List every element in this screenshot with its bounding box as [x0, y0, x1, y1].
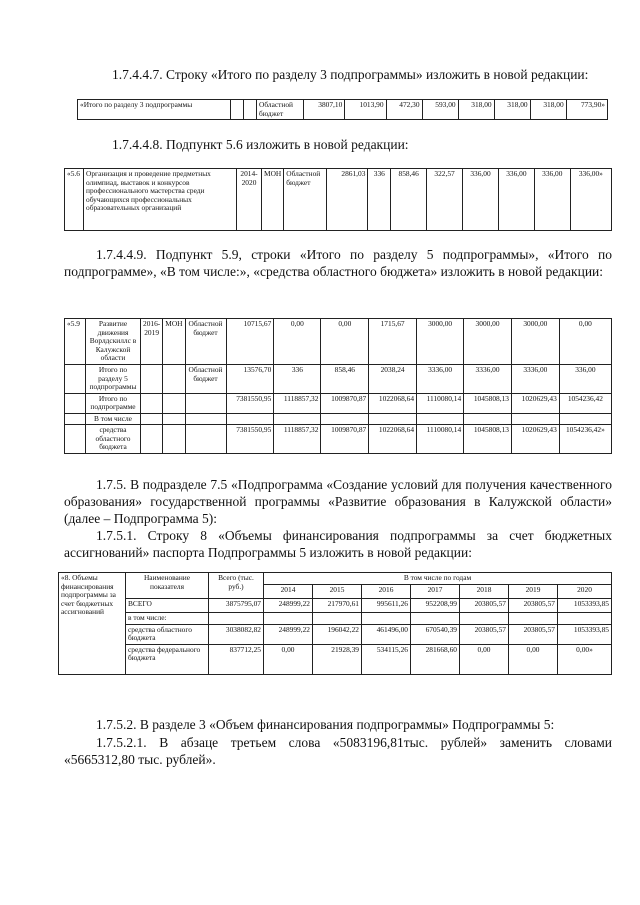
source-cell: Областной бюджет: [257, 100, 304, 120]
value-cell: 10715,67: [226, 319, 274, 365]
value-cell: 336,00: [463, 169, 499, 231]
row-name: ВСЕГО: [126, 599, 209, 613]
year-header: 2016: [362, 585, 411, 599]
paragraph-1-7-4-4-8: 1.7.4.4.8. Подпункт 5.6 изложить в новой редакции:: [112, 137, 409, 152]
empty-cell: [65, 393, 86, 413]
value-cell: 0,00: [321, 319, 369, 365]
item-period: 2016-2019: [141, 319, 163, 365]
value-cell: 3000,00: [511, 319, 559, 365]
value-cell: 318,00: [458, 100, 494, 120]
empty-cell: [141, 413, 163, 425]
value-cell: 248999,22: [264, 624, 313, 644]
value-cell: 248999,22: [264, 599, 313, 613]
item-number: «5.6: [65, 169, 84, 231]
table-item-5-9: [64, 318, 612, 454]
value-cell: 318,00: [494, 100, 530, 120]
paragraph-1-7-4-4-7: 1.7.4.4.7. Строку «Итого по разделу 3 подпрограммы» изложить в новой редакции:: [112, 67, 589, 82]
item-executor: МОН: [163, 319, 185, 365]
value-cell: 7381550,95: [226, 393, 274, 413]
paragraph-1-7-4-4-9: 1.7.4.4.9. Подпункт 5.9, строки «Итого по разделу 5 подпрограммы», «Итого по подпрограмме», «В том числе:», «средства областного бюджета» изложить в новой редакции:: [64, 247, 612, 279]
year-header: 2019: [509, 585, 558, 599]
value-cell: 203805,57: [509, 599, 558, 613]
year-header: 2014: [264, 585, 313, 599]
row-name: в том числе:: [126, 613, 209, 625]
table-row: [59, 644, 612, 674]
value-cell: 318,00: [530, 100, 566, 120]
total-cell: 837712,25: [209, 644, 264, 674]
row-label: «8. Объемы финансирования подпрограммы за счет бюджетных ассигнований: [59, 573, 126, 675]
value-cell: 593,00: [422, 100, 458, 120]
paragraph-1-7-5: 1.7.5. В подразделе 7.5 «Подпрограмма «Создание условий для получения качественного образования» государственной программы «Развитие образования в Калужской области» (далее – Подпрограмма 5):: [64, 477, 612, 526]
empty-cell: [274, 413, 321, 425]
value-cell: 2861,03: [327, 169, 368, 231]
table-row: [59, 624, 612, 644]
col-total-header: Всего (тыс. руб.): [209, 573, 264, 599]
value-cell: 1013,90: [345, 100, 386, 120]
item-number: «5.9: [65, 319, 86, 365]
empty-cell: [163, 413, 185, 425]
empty-cell: [141, 425, 163, 454]
empty-cell: [369, 413, 417, 425]
value-cell: 196042,22: [313, 624, 362, 644]
paragraph-1-7-5-2: 1.7.5.2. В разделе 3 «Объем финансирования подпрограммы» Подпрограммы 5:: [96, 717, 555, 732]
item-executor: МОН: [262, 169, 284, 231]
value-cell: 336,00»: [570, 169, 611, 231]
empty-cell: [559, 413, 611, 425]
total-cell: 3038082,82: [209, 624, 264, 644]
value-cell: 0,00: [559, 319, 611, 365]
value-cell: 1715,67: [369, 319, 417, 365]
value-cell: 3336,00: [417, 365, 464, 394]
empty-cell: [163, 425, 185, 454]
value-cell: 1020629,43: [511, 393, 559, 413]
value-cell: 1020629,43: [511, 425, 559, 454]
empty-cell: [231, 100, 244, 120]
value-cell: 1045808,13: [464, 393, 512, 413]
value-cell: 472,30: [386, 100, 422, 120]
value-cell: 336: [368, 169, 391, 231]
value-cell: 952208,99: [411, 599, 460, 613]
table-item-5-6: [64, 168, 612, 231]
empty-cell: [313, 613, 362, 625]
value-cell: 995611,26: [362, 599, 411, 613]
value-cell: 3807,10: [304, 100, 345, 120]
table-row: [65, 413, 612, 425]
value-cell: 281668,60: [411, 644, 460, 674]
year-header: 2020: [558, 585, 612, 599]
paragraph-1-7-5-2-1: 1.7.5.2.1. В абзаце третьем слова «5083196,81тыс. рублей» заменить словами «5665312,80 тыс. рублей».: [64, 735, 612, 767]
value-cell: 336,00: [498, 169, 534, 231]
empty-cell: [264, 613, 313, 625]
empty-cell: [460, 613, 509, 625]
value-cell: 217970,61: [313, 599, 362, 613]
value-cell: 336,00: [534, 169, 570, 231]
table-row: [78, 100, 608, 120]
empty-cell: [411, 613, 460, 625]
row-name: средства областного бюджета: [86, 425, 141, 454]
value-cell: 336: [274, 365, 321, 394]
value-cell: 1053393,85: [558, 599, 612, 613]
table-row: [59, 599, 612, 613]
table-row: [65, 319, 612, 365]
value-cell: 0,00: [509, 644, 558, 674]
empty-cell: [321, 413, 369, 425]
value-cell: 0,00: [264, 644, 313, 674]
value-cell: 2038,24: [369, 365, 417, 394]
item-source: Областной бюджет: [185, 319, 226, 365]
item-period: 2014-2020: [237, 169, 262, 231]
value-cell: 3336,00: [511, 365, 559, 394]
value-cell: 1110080,14: [417, 393, 464, 413]
table-header-row: [59, 573, 612, 585]
value-cell: 534115,26: [362, 644, 411, 674]
value-cell: 336,00: [559, 365, 611, 394]
value-cell: 3000,00: [417, 319, 464, 365]
col-name-header: Наименование показателя: [126, 573, 209, 599]
total-cell: 3875795,07: [209, 599, 264, 613]
value-cell: 0,00»: [558, 644, 612, 674]
empty-cell: [163, 365, 185, 394]
item-name: Организация и проведение предметных олимпиад, выставок и конкурсов профессионального мастерства среди обучающихся профессиональных образовательных организаций: [84, 169, 237, 231]
item-name: Развитие движения Ворлдскиллс в Калужской области: [86, 319, 141, 365]
value-cell: 0,00: [274, 319, 321, 365]
row-name: В том числе: [86, 413, 141, 425]
empty-cell: [558, 613, 612, 625]
value-cell: 203805,57: [460, 624, 509, 644]
empty-cell: [244, 100, 257, 120]
value-cell: 203805,57: [509, 624, 558, 644]
table-row: [65, 393, 612, 413]
value-cell: 858,46: [391, 169, 427, 231]
value-cell: 1022068,64: [369, 425, 417, 454]
value-cell: 3000,00: [464, 319, 512, 365]
empty-cell: [185, 393, 226, 413]
row-label: «Итого по разделу 3 подпрограммы: [78, 100, 231, 120]
year-header: 2015: [313, 585, 362, 599]
empty-cell: [417, 413, 464, 425]
table-row: [65, 425, 612, 454]
table-row: [65, 169, 612, 231]
value-cell: 1118857,32: [274, 393, 321, 413]
value-cell: 1054236,42»: [559, 425, 611, 454]
row-source: Областной бюджет: [185, 365, 226, 394]
value-cell: 1110080,14: [417, 425, 464, 454]
value-cell: 773,90»: [566, 100, 607, 120]
value-cell: 1118857,32: [274, 425, 321, 454]
value-cell: 858,46: [321, 365, 369, 394]
table-financing-volume: [58, 572, 612, 675]
row-name: средства федерального бюджета: [126, 644, 209, 674]
empty-cell: [209, 613, 264, 625]
empty-cell: [362, 613, 411, 625]
year-header: 2017: [411, 585, 460, 599]
empty-cell: [65, 413, 86, 425]
value-cell: 1053393,85: [558, 624, 612, 644]
empty-cell: [511, 413, 559, 425]
empty-cell: [464, 413, 512, 425]
row-name: средства областного бюджета: [126, 624, 209, 644]
value-cell: 1009870,87: [321, 393, 369, 413]
empty-cell: [141, 365, 163, 394]
col-years-header: В том числе по годам: [264, 573, 612, 585]
value-cell: 1045808,13: [464, 425, 512, 454]
value-cell: 1022068,64: [369, 393, 417, 413]
row-name: Итого по подпрограмме: [86, 393, 141, 413]
value-cell: 670540,39: [411, 624, 460, 644]
table-row: [65, 365, 612, 394]
value-cell: 322,57: [427, 169, 463, 231]
empty-cell: [185, 413, 226, 425]
item-source: Областной бюджет: [284, 169, 327, 231]
year-header: 2018: [460, 585, 509, 599]
empty-cell: [185, 425, 226, 454]
value-cell: 1009870,87: [321, 425, 369, 454]
table-section3-total: [77, 99, 608, 120]
paragraph-1-7-5-1: 1.7.5.1. Строку 8 «Объемы финансирования подпрограммы за счет бюджетных ассигнований» паспорта Подпрограммы 5 изложить в новой редакции:: [64, 528, 612, 560]
empty-cell: [65, 365, 86, 394]
empty-cell: [163, 393, 185, 413]
value-cell: 7381550,95: [226, 425, 274, 454]
value-cell: 1054236,42: [559, 393, 611, 413]
empty-cell: [509, 613, 558, 625]
value-cell: 203805,57: [460, 599, 509, 613]
value-cell: 0,00: [460, 644, 509, 674]
value-cell: 461496,00: [362, 624, 411, 644]
row-name: Итого по разделу 5 подпрограммы: [86, 365, 141, 394]
value-cell: 21928,39: [313, 644, 362, 674]
empty-cell: [65, 425, 86, 454]
empty-cell: [226, 413, 274, 425]
empty-cell: [141, 393, 163, 413]
table-row: [59, 613, 612, 625]
value-cell: 13576,70: [226, 365, 274, 394]
value-cell: 3336,00: [464, 365, 512, 394]
